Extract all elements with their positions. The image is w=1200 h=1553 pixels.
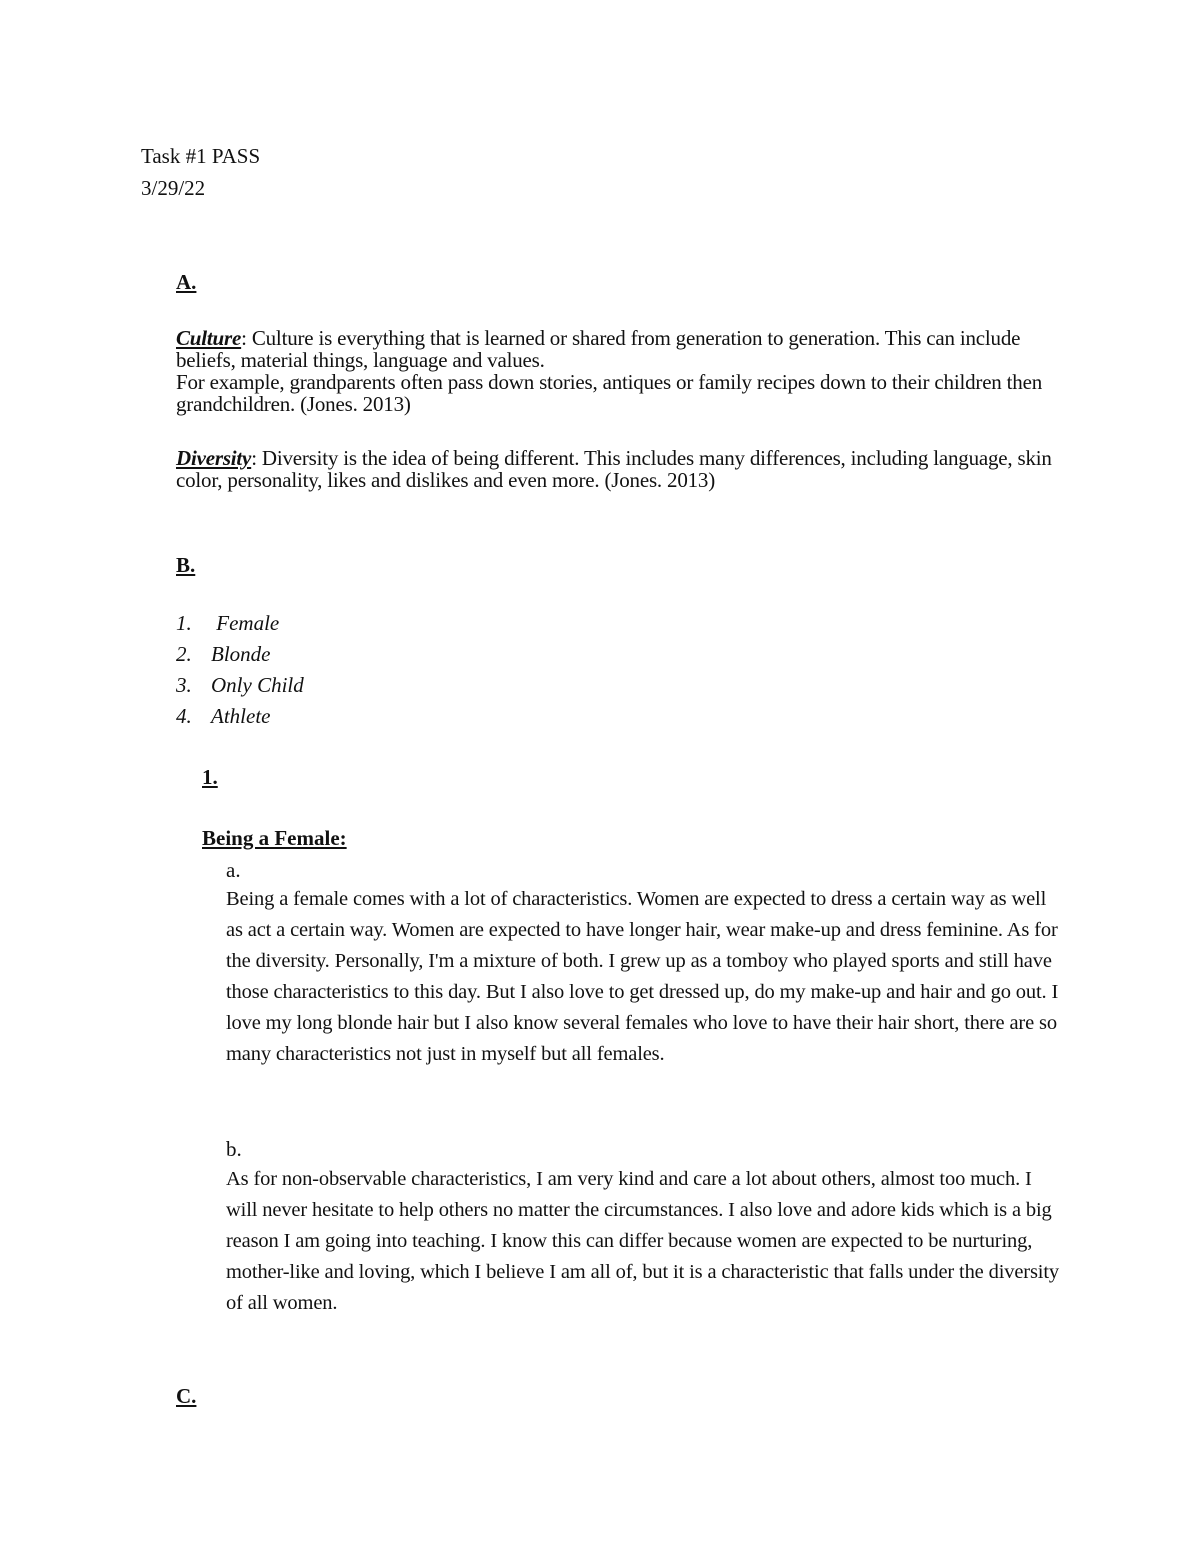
- section-b-heading: B.: [176, 553, 196, 577]
- trait-only-child: Only Child: [211, 673, 304, 697]
- list-item: 2. Blonde: [176, 639, 304, 670]
- culture-term: Culture: [176, 326, 242, 350]
- traits-list: [176, 608, 304, 732]
- trait-athlete: Athlete: [211, 704, 271, 728]
- diversity-paragraph: [176, 447, 1076, 491]
- trait-blonde: Blonde: [211, 642, 271, 666]
- section-a-heading: A.: [176, 270, 197, 294]
- diversity-definition: : Diversity is the idea of being different. This includes many differences, including language, skin color, personality, likes and dislikes and even more. (Jones. 2013): [176, 446, 1052, 492]
- task-title: Task #1 PASS: [141, 144, 261, 168]
- document-date: 3/29/22: [141, 176, 206, 200]
- culture-paragraph: [176, 327, 1076, 415]
- part-a-letter: a.: [226, 858, 241, 882]
- section-c-heading: C.: [176, 1384, 197, 1408]
- subsection-1-title: Being a Female:: [202, 826, 347, 850]
- list-item: 1. Female: [176, 608, 304, 639]
- list-item: 3. Only Child: [176, 670, 304, 701]
- part-b-letter: b.: [226, 1137, 242, 1161]
- list-item: 4. Athlete: [176, 701, 304, 732]
- culture-example: For example, grandparents often pass down stories, antiques or family recipes down to their children then grandchildren. (Jones. 2013): [176, 370, 1043, 416]
- diversity-term: Diversity: [176, 446, 252, 470]
- trait-female: Female: [211, 611, 280, 635]
- part-a-text: Being a female comes with a lot of characteristics. Women are expected to dress a certain way as well as act a certain way. Women are expected to have longer hair, wear make-up and dress feminine. As for the diversity. Personally, I'm a mixture of both. I grew up as a tomboy who played sports and still have those characteristics to this day. But I also love to get dressed up, do my make-up and hair and go out. I love my long blonde hair but I also know several females who love to have their hair short, there are so many characteristics not just in myself but all females.: [226, 888, 1059, 1065]
- subsection-1-heading: 1.: [202, 765, 218, 789]
- part-b-text: As for non-observable characteristics, I am very kind and care a lot about others, almost too much. I will never hesitate to help others no matter the circumstances. I also love and adore kids which is a big reason I am going into teaching. I know this can differ because women are expected to be nurturing, mother-like and loving, which I believe I am all of, but it is a characteristic that falls under the diversity of all women.: [226, 1168, 1059, 1314]
- culture-definition: : Culture is everything that is learned or shared from generation to generation. This can include beliefs, material things, language and values.: [176, 326, 1021, 372]
